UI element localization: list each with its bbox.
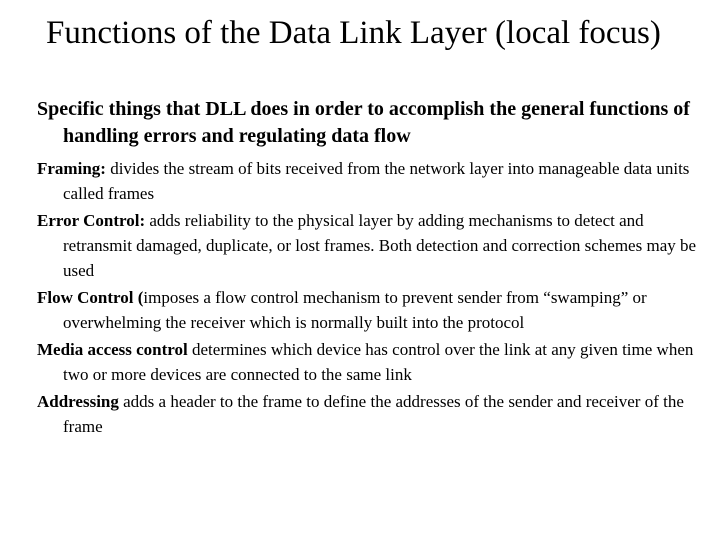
list-item-error-control <box>37 208 707 283</box>
item-description: divides the stream of bits received from the network layer into manageable data units called frames <box>63 159 690 203</box>
item-term: Framing: <box>37 159 106 178</box>
item-description: adds reliability to the physical layer by adding mechanisms to detect and retransmit damaged, duplicate, or lost frames. Both detection and correction schemes may be used <box>63 211 697 280</box>
list-item-media-access-control <box>37 337 707 387</box>
list-item-framing <box>37 156 707 206</box>
function-list <box>37 156 707 441</box>
item-term: Flow Control ( <box>37 288 144 307</box>
list-item-addressing <box>37 389 707 439</box>
slide-title: Functions of the Data Link Layer (local focus) <box>46 15 661 51</box>
item-term: Media access control <box>37 340 188 359</box>
item-description: adds a header to the frame to define the addresses of the sender and receiver of the frame <box>63 392 684 436</box>
item-description: imposes a flow control mechanism to prevent sender from “swamping” or overwhelming the receiver which is normally built into the protocol <box>63 288 647 332</box>
intro-text: Specific things that DLL does in order to accomplish the general functions of handling errors and regulating data flow <box>37 98 690 147</box>
item-term: Error Control: <box>37 211 146 230</box>
item-term: Addressing <box>37 392 119 411</box>
item-description: determines which device has control over the link at any given time when two or more devices are connected to the same link <box>63 340 694 384</box>
list-item-flow-control <box>37 285 707 335</box>
